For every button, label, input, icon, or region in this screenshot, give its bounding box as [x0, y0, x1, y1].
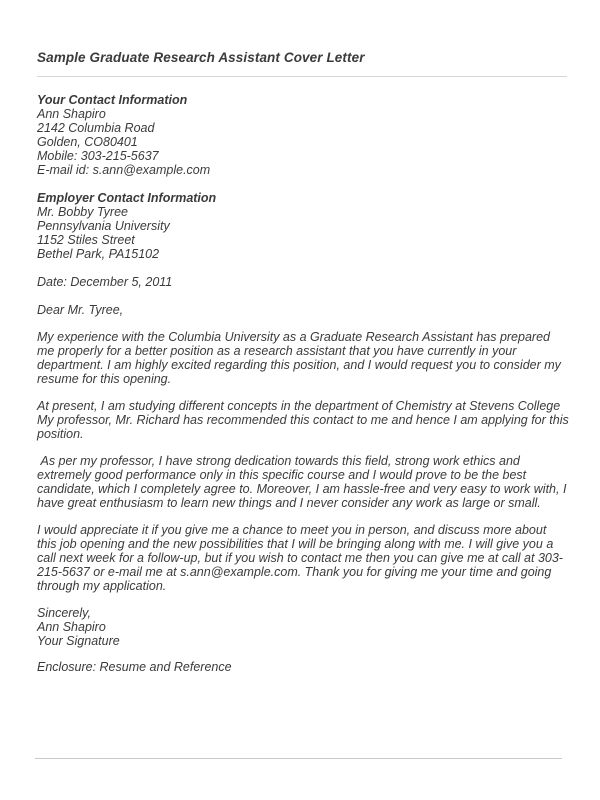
body-paragraph-1: My experience with the Columbia University as a Graduate Research Assistant has prepared me properly for a better position as a research assistant that you have currently in your department. I am highly excited regarding this position, and I would request you to consider my resume for this opening. [37, 330, 565, 386]
body-paragraph-4: I would appreciate it if you give me a chance to meet you in person, and discuss more about this job opening and the new possibilities that I will be bringing along with me. I will give you a call next week for a follow-up, but if you wish to contact me then you can give me at call at 303-215-5637 or e-mail me at s.ann@example.com. Thank you for giving me your time and going through my application. [37, 523, 563, 593]
sender-name: Ann Shapiro [37, 107, 106, 121]
employer-street: 1152 Stiles Street [37, 233, 135, 247]
enclosure-line: Enclosure: Resume and Reference [37, 660, 232, 674]
footer-divider [35, 758, 562, 759]
employer-contact-block [37, 191, 569, 261]
employer-organization: Pennsylvania University [37, 219, 170, 233]
employer-city: Bethel Park, PA15102 [37, 247, 160, 261]
salutation: Dear Mr. Tyree, [37, 303, 124, 317]
closing-block [37, 606, 569, 648]
date-line: Date: December 5, 2011 [37, 275, 173, 289]
body-paragraph-2: At present, I am studying different concepts in the department of Chemistry at Stevens College My professor, Mr. Richard has recommended this contact to me and hence I am applying for this position. [37, 399, 573, 441]
sender-city: Golden, CO80401 [37, 135, 138, 149]
document-title: Sample Graduate Research Assistant Cover Letter [37, 50, 365, 65]
employer-heading: Employer Contact Information [37, 191, 217, 205]
sender-street: 2142 Columbia Road [37, 121, 155, 135]
sender-email: E-mail id: s.ann@example.com [37, 163, 211, 177]
sender-contact-block [37, 93, 569, 177]
closing-signature: Your Signature [37, 634, 120, 648]
sender-mobile: Mobile: 303-215-5637 [37, 149, 159, 163]
employer-name: Mr. Bobby Tyree [37, 205, 128, 219]
body-paragraph-3: As per my professor, I have strong dedication towards this field, strong work ethics and extremely good performance only in this specific course and I would prove to be the best candidate, which I completely agree to. Moreover, I am hassle-free and very easy to work with, I have great enthusiasm to learn new things and I never consider any work as large or small. [37, 454, 570, 510]
sender-heading: Your Contact Information [37, 93, 188, 107]
title-divider [37, 76, 567, 77]
closing-sincerely: Sincerely, [37, 606, 91, 620]
closing-name: Ann Shapiro [37, 620, 106, 634]
